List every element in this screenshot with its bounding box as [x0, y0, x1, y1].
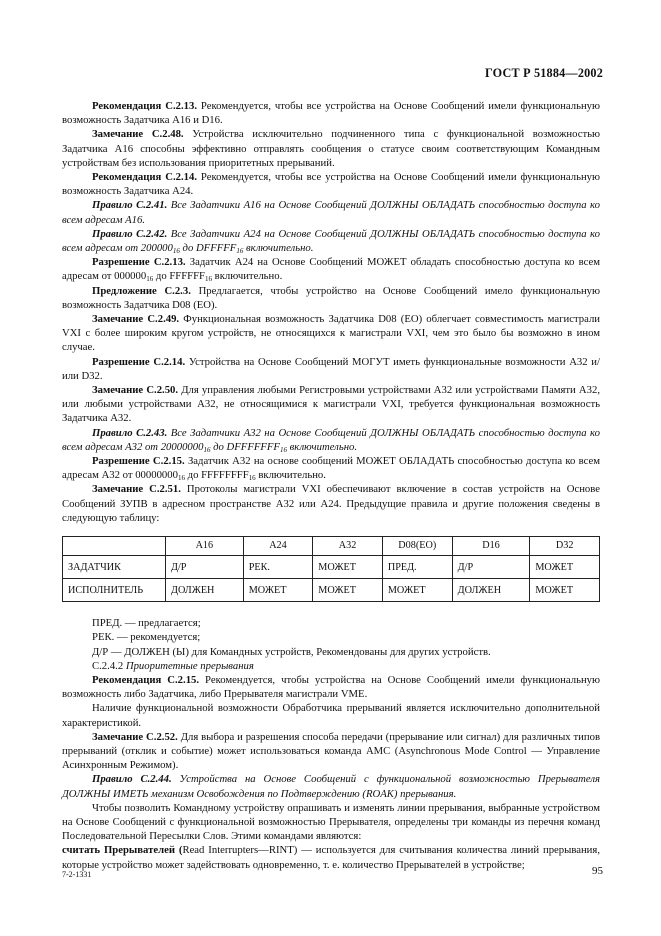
- para-text: Функциональная возможность Задатчика D08 (EO) облегчает совместимость магистрали VXI с более широким кругом устройств, не относящихся к магистрали VXI, чем это было бы возможно в ином случае.: [62, 313, 600, 354]
- command-desc: Read Interrupters—RINT) — используется для считывания количества линий прерывания, которые устройство может задействовать одновременно, т. е. количество Прерывателей в устройстве;: [62, 844, 600, 871]
- para-label: Правило С.2.42.: [92, 227, 168, 240]
- subscript: 16: [205, 275, 212, 284]
- para-label: Замечание С.2.51.: [92, 483, 181, 496]
- subscript: 16: [172, 247, 180, 256]
- para-text: Рекомендуется, чтобы все устройства на Основе Сообщений имели функциональную возможность Задатчика A16 и D16.: [62, 100, 600, 127]
- rule-c2-43: [62, 426, 600, 454]
- table-cell: МОЖЕТ: [243, 579, 313, 602]
- para-text: до DFFFFF: [179, 242, 237, 255]
- para-label: Рекомендация С.2.13.: [92, 100, 197, 112]
- para-text: Устройства на Основе Сообщений с функциональной возможностью Прерывателя ДОЛЖНЫ ИМЕТЬ механизм Освобождения по Подтверждению (ROAK) прерывания.: [62, 773, 600, 800]
- table-header-cell: A16: [166, 537, 244, 556]
- paragraph: Наличие функциональной возможности Обработчика прерываний является исключительно дополнительной характеристикой.: [62, 702, 600, 729]
- table-row: [63, 579, 600, 602]
- table-header-cell: A24: [243, 537, 313, 556]
- para-text: Для управления любыми Регистровыми устройствами A32 или устройствами Памяти A32, или любыми устройствами A32, не относящимися к магистрали VXI, требуется функциональная возможность Задатчика A32.: [62, 384, 600, 425]
- para-label: Замечание С.2.49.: [92, 313, 180, 326]
- subscript: 16: [279, 445, 287, 454]
- para-label: Рекомендация С.2.14.: [92, 171, 197, 184]
- recommendation-c2-14: [62, 170, 600, 198]
- para-label: Правило С.2.43.: [92, 426, 168, 439]
- para-label: Замечание С.2.48.: [92, 128, 184, 141]
- permission-c2-13: [62, 255, 600, 283]
- rule-c2-42: [62, 227, 600, 255]
- proposal-c2-3: [62, 284, 600, 312]
- para-text: до DFFFFFFF: [210, 440, 280, 453]
- table-cell: Д/Р: [166, 556, 244, 579]
- para-label: Замечание С.2.52.: [92, 730, 178, 743]
- print-code: 7-2-1331: [62, 870, 92, 879]
- table-header-cell: A32: [313, 537, 383, 556]
- capability-table: [62, 536, 600, 602]
- table-cell: ДОЛЖЕН: [166, 579, 244, 602]
- subscript: 16: [236, 247, 244, 256]
- table-cell: РЕК.: [243, 556, 313, 579]
- subscript: 16: [248, 474, 256, 483]
- table-cell: ПРЕД.: [382, 556, 452, 579]
- para-label: Разрешение С.2.13.: [92, 256, 186, 269]
- recommendation-c2-13: [62, 99, 600, 127]
- section-number: С.2.4.2: [92, 659, 126, 672]
- para-text: Задатчик A32 на основе сообщений МОЖЕТ ОБЛАДАТЬ способностью доступа ко всем адресам A32 от 00000000: [62, 455, 600, 482]
- para-text: Устройства на Основе Сообщений МОГУТ иметь функциональные возможности A32 и/или D32.: [62, 355, 600, 382]
- table-cell: МОЖЕТ: [382, 579, 452, 602]
- table-header-cell: D16: [452, 537, 530, 556]
- para-label: Разрешение С.2.14.: [92, 355, 186, 368]
- table-header-cell: D32: [530, 537, 600, 556]
- note-c2-51: [62, 482, 600, 525]
- para-label: Правило С.2.44.: [92, 773, 172, 786]
- para-text: включительно.: [255, 469, 326, 482]
- para-text: до FFFFFF: [153, 270, 205, 283]
- table-row: [63, 556, 600, 579]
- command-name: считать Прерывателей (: [62, 844, 183, 857]
- table-header-row: [63, 537, 600, 556]
- table-cell: ДОЛЖЕН: [452, 579, 530, 602]
- table-cell: МОЖЕТ: [530, 579, 600, 602]
- para-text: до FFFFFFFF: [184, 469, 249, 482]
- para-text: Все Задатчики A24 на Основе Сообщений ДОЛЖНЫ ОБЛАДАТЬ способностью доступа ко всем адресам от 200000: [62, 227, 600, 255]
- rule-c2-44: [62, 772, 600, 800]
- section-title: Приоритетные прерывания: [125, 659, 254, 672]
- recommendation-c2-15: [62, 673, 600, 701]
- para-label: Предложение С.2.3.: [92, 284, 191, 297]
- section-heading: [62, 659, 600, 673]
- note-c2-50: [62, 383, 600, 426]
- legend-item: РЕК. — рекомендуется;: [92, 631, 201, 644]
- table-cell: ЗАДАТЧИК: [63, 556, 166, 579]
- table-cell: МОЖЕТ: [313, 556, 383, 579]
- para-text: Устройства исключительно подчиненного типа с функциональной возможностью Задатчика A16 способны эффективно отправлять сообщения о статусе своим соответствующим Командным устройствам без использования приоритетных прерываний.: [62, 128, 600, 169]
- para-text: включительно.: [286, 440, 358, 453]
- table-cell: МОЖЕТ: [313, 579, 383, 602]
- command-item: [62, 843, 600, 871]
- subscript: 16: [203, 445, 211, 454]
- table-cell: МОЖЕТ: [530, 556, 600, 579]
- table-header-cell: D08(EO): [382, 537, 452, 556]
- paragraph: Чтобы позволить Командному устройству опрашивать и изменять линии прерывания, выбранные устройством на Основе Сообщений с функциональной возможностью Прерывателя, определены три команды из перечня команд Последовательной Пересылки Слов. Этими командами являются:: [62, 801, 600, 843]
- para-text: Все Задатчики A16 на Основе Сообщений ДОЛЖНЫ ОБЛАДАТЬ способностью доступа ко всем адресам A16.: [62, 199, 600, 226]
- legend-item: Д/Р — ДОЛЖЕН (Ы) для Командных устройств, Рекомендованы для других устройств.: [92, 645, 491, 658]
- subscript: 16: [146, 275, 154, 284]
- note-c2-52: [62, 730, 600, 773]
- running-header: ГОСТ Р 51884—2002: [485, 66, 603, 80]
- para-text: Рекомендуется, чтобы все устройства на Основе Сообщений имели функциональную возможность Задатчика A24.: [62, 171, 600, 198]
- table-cell: Д/Р: [452, 556, 530, 579]
- para-text: Все Задатчики A32 на Основе Сообщений ДОЛЖНЫ ОБЛАДАТЬ способностью доступа ко всем адресам A32 от 20000000: [62, 426, 600, 453]
- table-cell: ИСПОЛНИТЕЛЬ: [63, 579, 166, 602]
- para-text: включительно.: [212, 270, 283, 283]
- para-text: Задатчик A24 на Основе Сообщений МОЖЕТ обладать способностью доступа ко всем адресам от 000000: [62, 256, 600, 283]
- permission-c2-14: [62, 355, 600, 383]
- note-c2-48: [62, 127, 600, 170]
- permission-c2-15: [62, 454, 600, 482]
- legend-item: ПРЕД. — предлагается;: [92, 617, 201, 630]
- para-label: Рекомендация С.2.15.: [92, 673, 200, 686]
- para-text: включительно.: [243, 242, 314, 255]
- subscript: 16: [177, 474, 185, 483]
- para-label: Правило С.2.41.: [92, 199, 168, 212]
- body-text: [62, 99, 600, 872]
- para-text: Для выбора и разрешения способа передачи (прерывание или сигнал) для различных типов прерываний (отклик и событие) может использоваться команда AMC (Asynchronous Mode Control — Управление Асинхронным Режимом).: [62, 730, 601, 772]
- page-number: 95: [592, 865, 603, 877]
- rule-c2-41: [62, 198, 600, 226]
- note-c2-49: [62, 312, 600, 355]
- para-label: Замечание С.2.50.: [92, 384, 179, 397]
- para-text: Рекомендуется, чтобы устройства на Основе Сообщений имели функциональную возможность либо Задатчика, либо Прерывателя магистрали VME.: [62, 673, 600, 701]
- para-text: Предлагается, чтобы устройство на Основе Сообщений имело функциональную возможность Задатчика D08 (EO).: [62, 284, 601, 311]
- para-text: Протоколы магистрали VXI обеспечивают включение в состав устройств на Основе Сообщений ЗУПВ в адресном пространстве A32 или A24. Предыдущие правила и другие положения сведены в следующую таблицу:: [62, 483, 600, 524]
- para-label: Разрешение С.2.15.: [92, 455, 185, 468]
- table-header-cell: [63, 537, 166, 556]
